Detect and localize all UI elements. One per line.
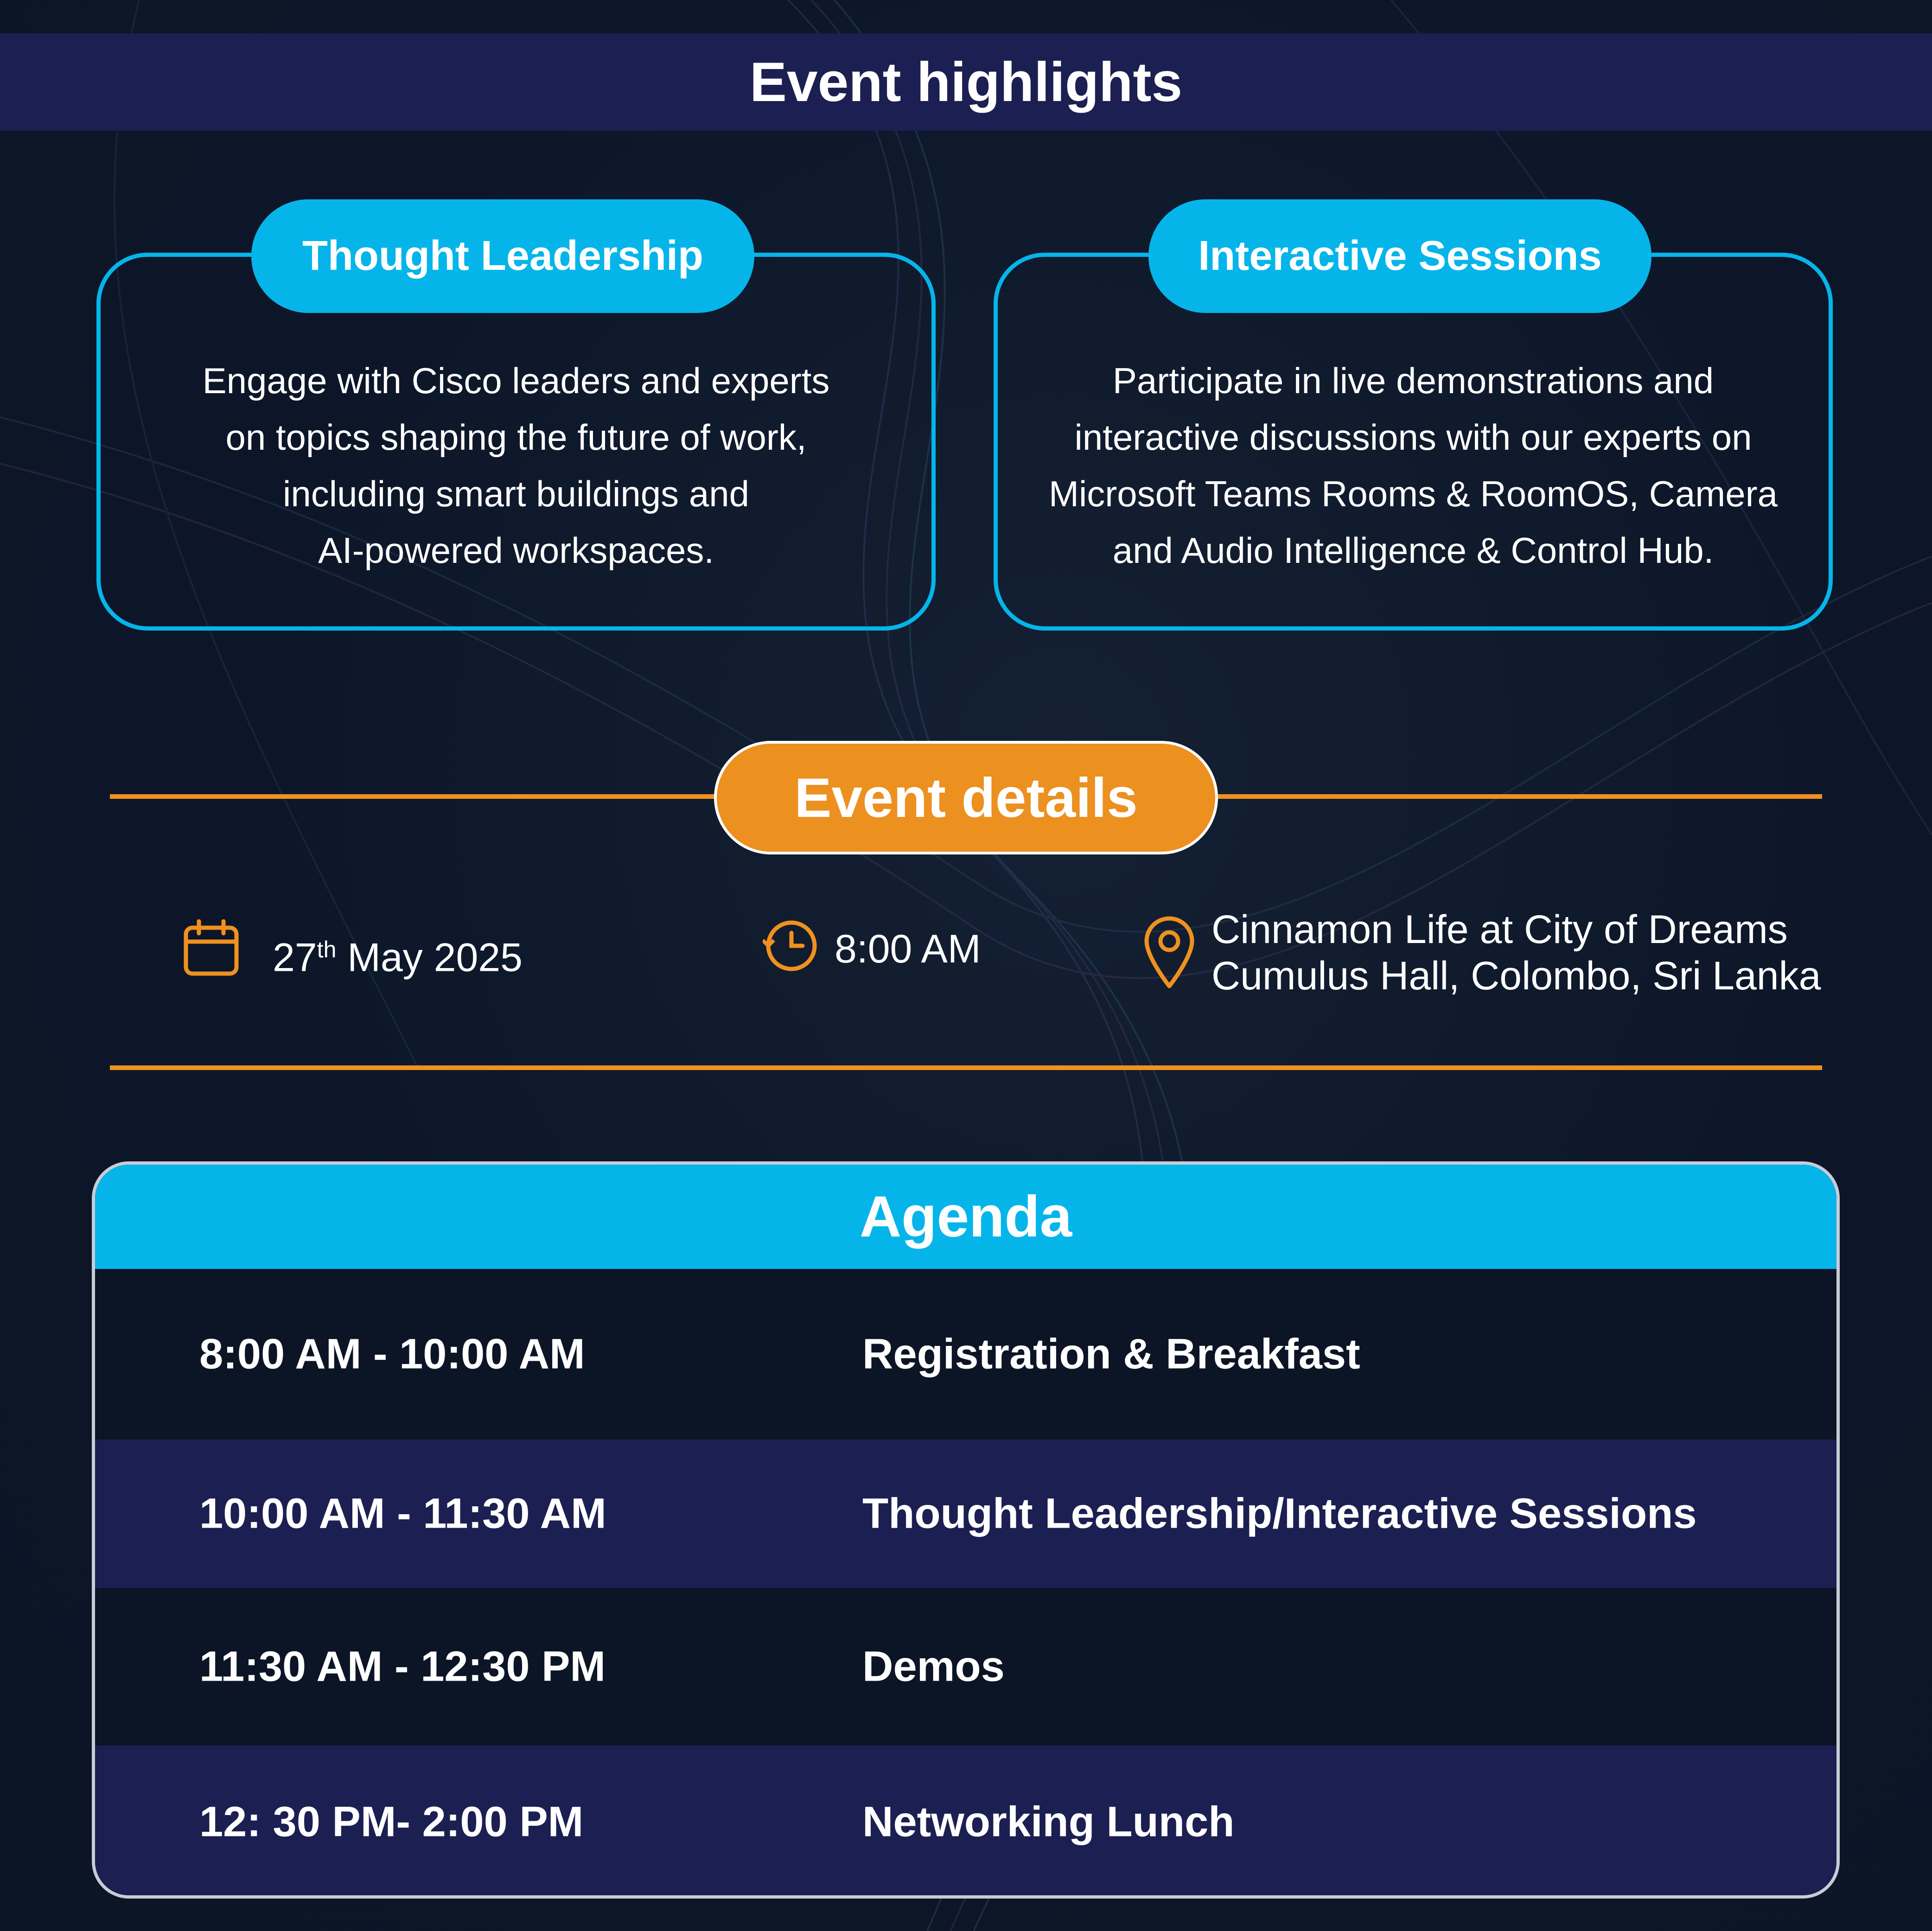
location-pin-icon [1143,916,1196,990]
agenda-title: Agenda [95,1165,1836,1269]
venue-line: Cinnamon Life at City of Dreams [1211,907,1788,952]
event-date [273,926,523,981]
agenda-time: 8:00 AM - 10:00 AM [199,1330,585,1378]
date-suffix: th [317,937,337,962]
description-line: Participate in live demonstrations and [1112,360,1714,401]
page-title: Event highlights [749,51,1183,113]
description-line: including smart buildings and [283,473,749,514]
agenda-item: Networking Lunch [862,1798,1235,1846]
thought-leadership-description [96,352,936,579]
agenda-time: 10:00 AM - 11:30 AM [199,1490,606,1537]
agenda-time: 12: 30 PM- 2:00 PM [199,1798,584,1846]
event-details-pill: Event details [714,741,1218,854]
details-bottom-rule [110,1065,1822,1070]
event-venue [1211,906,1821,999]
description-line: AI-powered workspaces. [318,530,714,571]
description-line: Engage with Cisco leaders and experts [202,360,830,401]
description-line: Microsoft Teams Rooms & RoomOS, Camera [1049,473,1778,514]
date-day: 27 [273,935,317,980]
agenda-item: Demos [862,1643,1005,1690]
description-line: and Audio Intelligence & Control Hub. [1112,530,1714,571]
clock-icon [763,917,821,975]
description-line: on topics shaping the future of work, [225,417,807,458]
header-bar [0,33,1932,131]
agenda-row [95,1269,1836,1440]
venue-line: Cumulus Hall, Colombo, Sri Lanka [1211,954,1821,998]
event-time: 8:00 AM [835,927,981,971]
thought-leadership-pill: Thought Leadership [251,199,754,313]
interactive-sessions-description [994,352,1833,579]
agenda-row [95,1746,1836,1899]
agenda-time: 11:30 AM - 12:30 PM [199,1643,606,1690]
interactive-sessions-pill: Interactive Sessions [1148,199,1651,313]
description-line: interactive discussions with our experts on [1074,417,1752,458]
date-rest: May 2025 [336,935,523,980]
agenda-row [95,1588,1836,1746]
calendar-icon [182,919,240,977]
agenda-row [95,1440,1836,1588]
agenda-item: Registration & Breakfast [862,1330,1360,1378]
agenda-item: Thought Leadership/Interactive Sessions [862,1490,1697,1537]
agenda-table [92,1161,1840,1899]
